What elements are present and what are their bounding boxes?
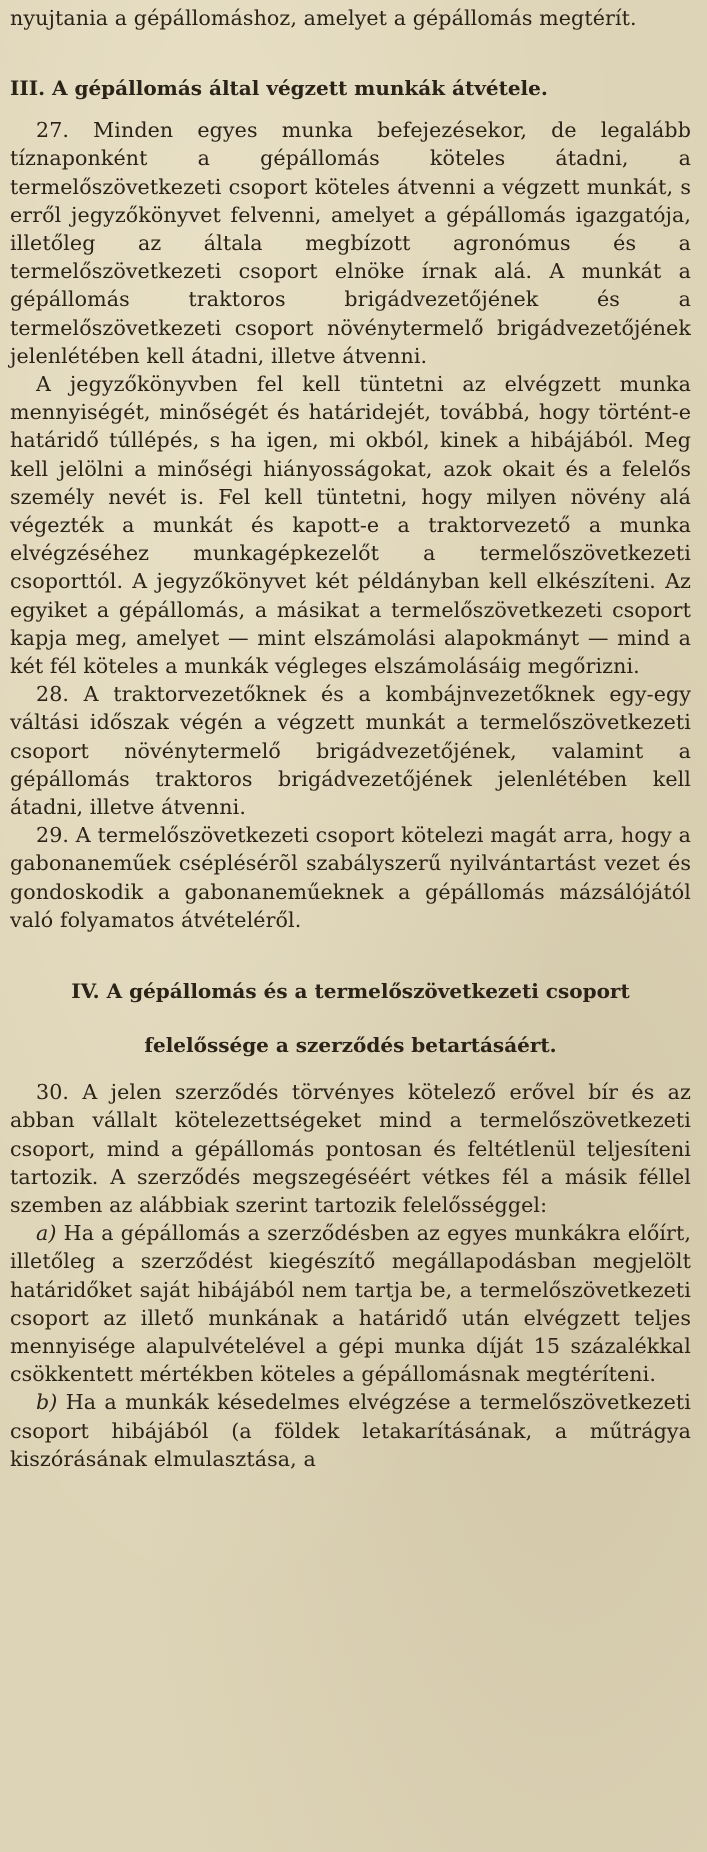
paragraph-29: 29. A termelőszövetkezeti csoport kötelezi magát arra, hogy a gabonaneműek cséplésérõl szabályszerű nyilvántartást vezet és gondoskodik a gabonaneműeknek a gépállomás mázsálójától való folyamatos átvételéről. [10, 823, 691, 932]
paragraph-27: 27. Minden egyes munka befejezésekor, de legalább tíznaponként a gépállomás köteles átadni, a termelőszövetkezeti csoport köteles átvenni a végzett munkát, s erről jegyzőkönyvet felvenni, amelyet a gépállomás igazgatója, illetőleg az általa megbízott agronómus és a termelőszövetkezeti csoport elnöke írnak alá. A munkát a gépállomás traktoros brigádvezetőjének és a termelőszövetkezeti csoport növénytermelő brigádvezetőjének jelenlétében kell átadni, illetve átvenni. [10, 118, 691, 368]
paragraph-continuation: nyujtania a gépállomáshoz, amelyet a gépállomás megtérít. [10, 6, 637, 30]
item-a-text: Ha a gépállomás a szerződésben az egyes munkákra előírt, illetőleg a szerződést kiegészítő megállapodásban megjelölt határidőket saját hibájából nem tartja be, a termelőszövetkezeti csoport az illető munkának a határidő után elvégzett teljes mennyisége alapulvételével a gépi munka díját 15 százalékkal csökkentett mértékben köteles a gépállomásnak megtéríteni. [10, 1221, 691, 1387]
section-heading-iv: IV. A gépállomás és a termelőszövetkezeti csoport felelőssége a szerződés betartásáért. [71, 979, 630, 1058]
item-b-marker: b) [36, 1390, 58, 1415]
item-a [10, 1219, 691, 1388]
paragraph-28: 28. A traktorvezetőknek és a kombájnvezetőknek egy-egy váltási időszak végén a végzett munkát a termelőszövetkezeti csoport növénytermelő brigádvezetőjének, valamint a gépállomás traktoros brigádvezetőjének jelenlétében kell átadni, illetve átvenni. [10, 682, 691, 820]
item-a-marker: a) [36, 1221, 57, 1246]
item-b [10, 1388, 691, 1473]
paragraph-30: 30. A jelen szerződés törvényes kötelező erővel bír és az abban vállalt kötelezettségeket mind a termelőszövetkezeti csoport, mind a gépállomás pontosan és feltétlenül teljesíteni tartozik. A szerződés megszegéséért vétkes fél a másik féllel szemben az alábbiak szerint tartozik felelősséggel: [10, 1080, 691, 1217]
item-b-text: Ha a munkák késedelmes elvégzése a termelőszövetkezeti csoport hibájából (a földek letakarításának, a műtrágya kiszórásának elmulasztása, a [10, 1390, 691, 1471]
paragraph-record-contents: A jegyzőkönyvben fel kell tüntetni az elvégzett munka mennyiségét, minőségét és határidejét, továbbá, hogy történt-e határidő túllépés, s ha igen, mi okból, kinek a hibájából. Meg kell jelölni a minőségi hiányosságokat, azok okait és a felelős személy nevét is. Fel kell tüntetni, hogy milyen növény alá végezték a munkát és kapott-e a traktorvezető a munka elvégzéséhez munkagépkezelőt a termelőszövetkezeti csoporttól. A jegyzőkönyvet két példányban kell elkészíteni. Az egyiket a gépállomás, a másikat a termelőszövetkezeti csoport kapja meg, amelyet — mint elszámolási alapokmányt — mind a két fél köteles a munkák végleges elszámolásáig megőrizni. [10, 372, 691, 679]
section-heading-iii: III. A gépállomás által végzett munkák átvétele. [10, 76, 548, 101]
